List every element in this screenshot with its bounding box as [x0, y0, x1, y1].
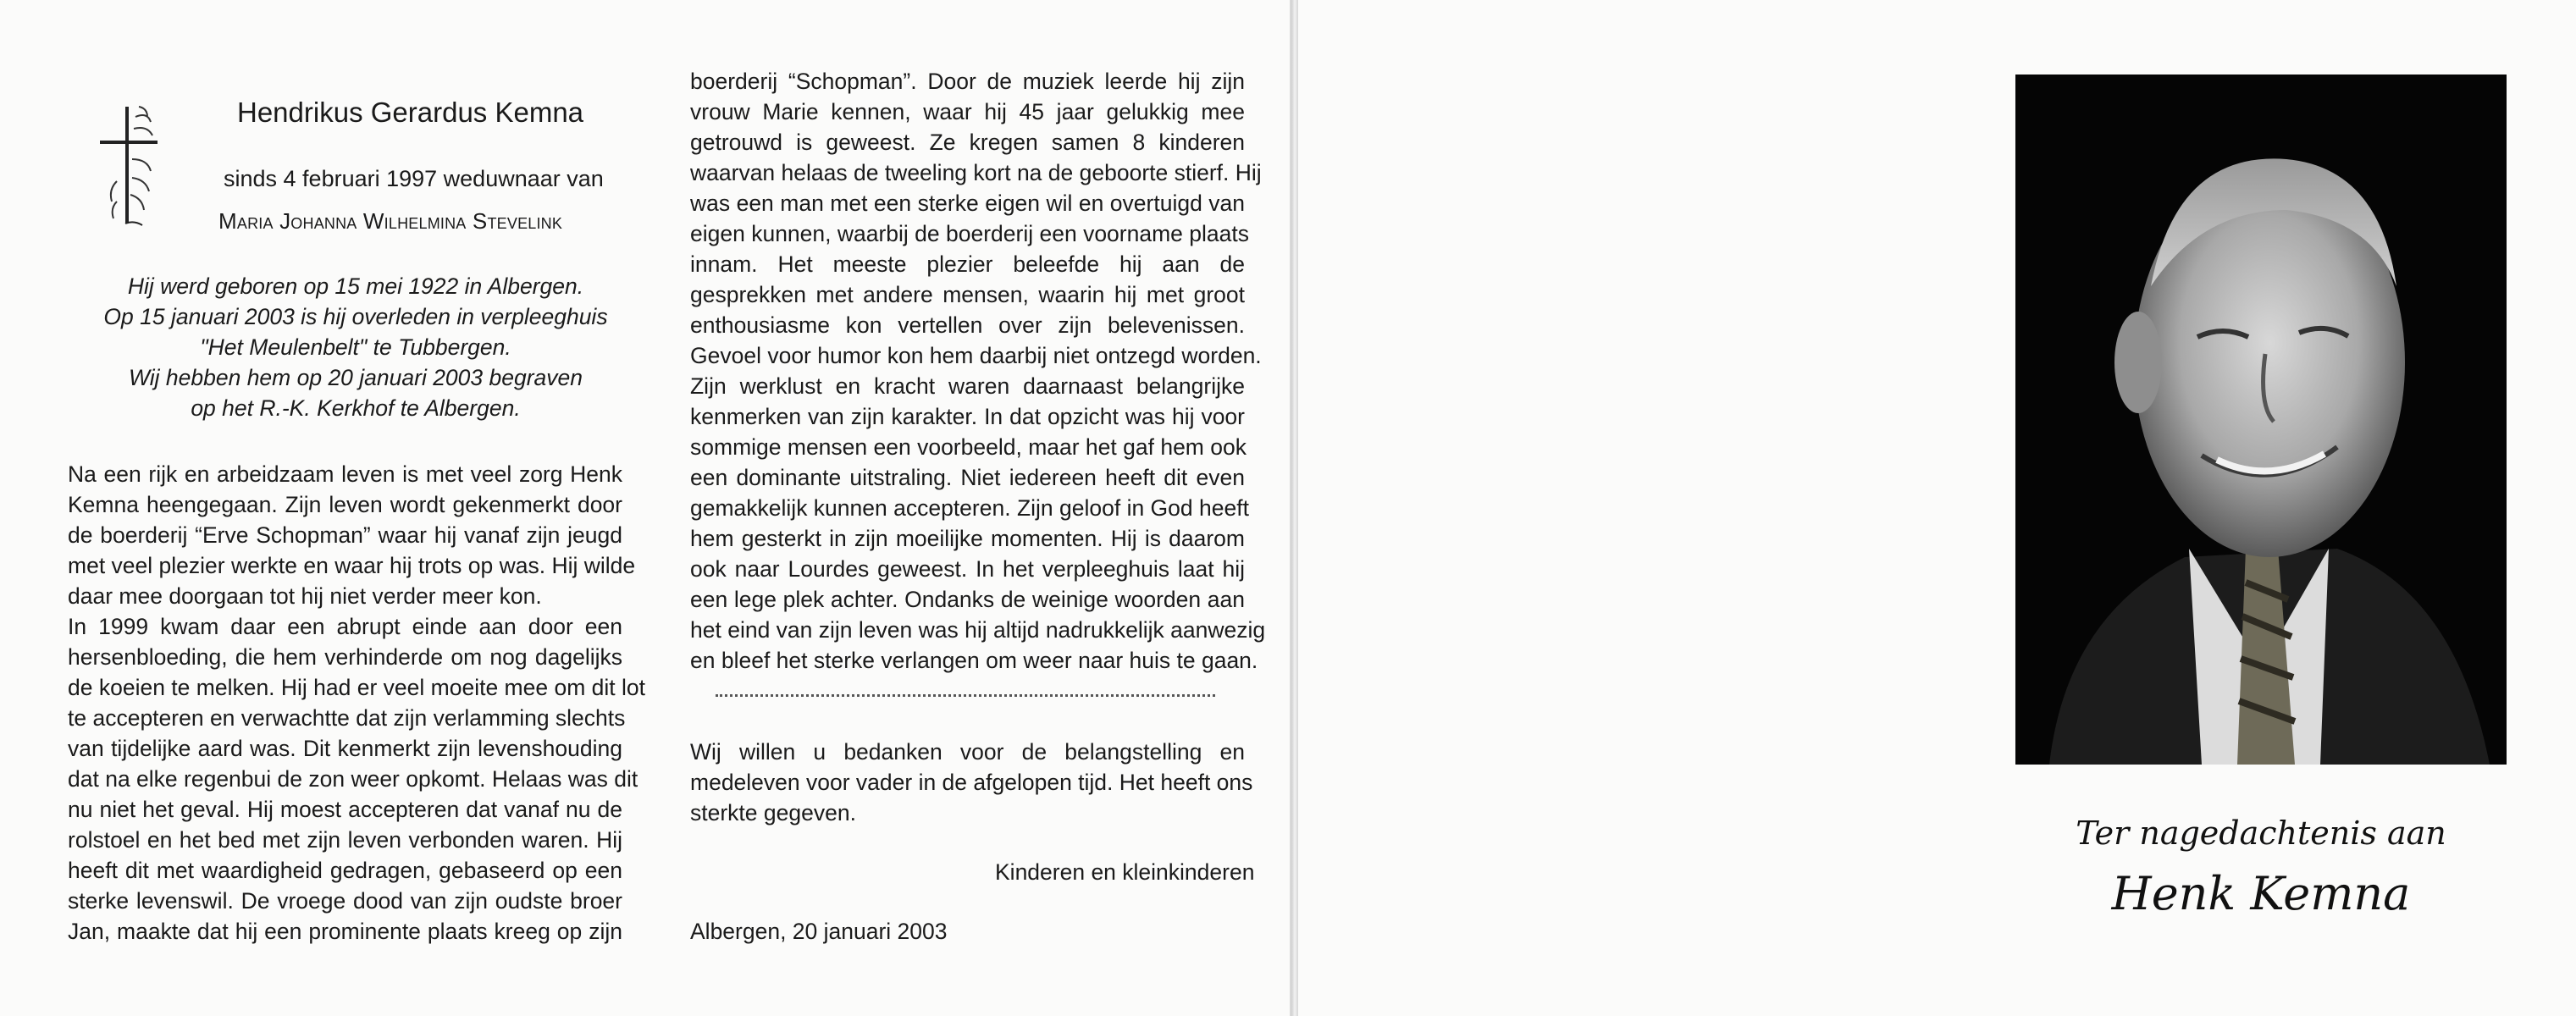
text-line: innam. Het meeste plezier beleefde hij aan de [690, 251, 1245, 277]
dotted-divider [716, 694, 1215, 697]
text-line: met veel plezier werkte en waar hij trots op was. Hij wilde [68, 553, 636, 578]
memorial-name: Henk Kemna [2111, 867, 2411, 920]
cross-icon [91, 100, 176, 227]
text-line: sterke levenswil. De vroege dood van zijn oudste broer [68, 888, 622, 914]
text-line: Gevoel voor humor kon hem daarbij niet ontzegd worden. [690, 343, 1262, 368]
text-line: Kemna heengegaan. Zijn leven wordt gekenmerkt door [68, 492, 622, 517]
cemetery-line: op het R.-K. Kerkhof te Albergen. [191, 395, 521, 421]
text-line: Zijn werklust en kracht waren daarnaast belangrijke [690, 373, 1245, 399]
text-line: was een man met een sterke eigen wil en overtuigd van [690, 190, 1245, 216]
text-line: hersenbloeding, die hem verhinderde om nog dagelijks [68, 644, 622, 670]
birth-line: Hij werd geboren op 15 mei 1922 in Albergen. [127, 273, 584, 299]
text-line: heeft dit met waardigheid gedragen, gebaseerd op een [68, 858, 622, 883]
text-line: gemakkelijk kunnen accepteren. Zijn geloof in God heeft [690, 495, 1249, 521]
text-line: rolstoel en het bed met zijn leven verbonden waren. Hij [68, 827, 622, 853]
portrait-illustration [2015, 75, 2507, 765]
card-fold [1291, 0, 1298, 1016]
widower-since-line: sinds 4 februari 1997 weduwnaar van [224, 166, 604, 191]
text-line: een dominante uitstraling. Niet iedereen heeft dit even [690, 465, 1245, 490]
text-line: het eind van zijn leven was hij altijd nadrukkelijk aanwezig [690, 617, 1266, 643]
text-line: Wij willen u bedanken voor de belangstelling en [690, 739, 1245, 765]
text-line: te accepteren en verwachtte dat zijn verlamming slechts [68, 705, 626, 731]
text-line: hem gesterkt in zijn moeilijke momenten. Hij is daarom [690, 526, 1245, 551]
place-and-date: Albergen, 20 januari 2003 [690, 919, 948, 944]
text-line: In 1999 kwam daar een abrupt einde aan door een [68, 614, 622, 639]
text-line: de koeien te melken. Hij had er veel moeite mee om dit lot [68, 675, 645, 700]
text-line: de boerderij “Erve Schopman” waar hij vanaf zijn jeugd [68, 522, 622, 548]
portrait-photo [2015, 75, 2507, 765]
text-line: gesprekken met andere mensen, waarin hij met groot [690, 282, 1245, 307]
burial-line: Wij hebben hem op 20 januari 2003 begraven [128, 365, 583, 390]
nursing-home-line: "Het Meulenbelt" te Tubbergen. [200, 334, 511, 360]
text-line: enthousiasme kon vertellen over zijn belevenissen. [690, 312, 1245, 338]
text-line: boerderij “Schopman”. Door de muziek leerde hij zijn [690, 69, 1245, 94]
text-line: een lege plek achter. Ondanks de weinige woorden aan [690, 587, 1245, 612]
signature: Kinderen en kleinkinderen [995, 859, 1255, 885]
text-line: sterkte gegeven. [690, 800, 856, 826]
text-line: kenmerken van zijn karakter. In dat opzicht was hij voor [690, 404, 1245, 429]
text-line: Jan, maakte dat hij een prominente plaats kreeg op zijn [68, 919, 622, 944]
text-line: eigen kunnen, waarbij de boerderij een voorname plaats [690, 221, 1249, 246]
text-line: Na een rijk en arbeidzaam leven is met veel zorg Henk [68, 461, 622, 487]
spouse-name: Maria Johanna Wilhelmina Stevelink [218, 208, 563, 234]
text-line: medeleven voor vader in de afgelopen tijd. Het heeft ons [690, 770, 1253, 795]
text-line: getrouwd is geweest. Ze kregen samen 8 kinderen [690, 130, 1245, 155]
text-line: van tijdelijke aard was. Dit kenmerkt zijn levenshouding [68, 736, 622, 761]
deceased-full-name: Hendrikus Gerardus Kemna [237, 97, 584, 128]
memorial-dedication: Ter nagedachtenis aan [2076, 814, 2446, 852]
text-line: nu niet het geval. Hij moest accepteren dat vanaf nu de [68, 797, 622, 822]
death-line: Op 15 januari 2003 is hij overleden in verpleeghuis [103, 304, 608, 329]
text-line: sommige mensen een voorbeeld, maar het gaf hem ook [690, 434, 1247, 460]
text-line: waarvan helaas de tweeling kort na de geboorte stierf. Hij [690, 160, 1262, 185]
card-right-page [1298, 0, 2576, 1016]
text-line: dat na elke regenbui de zon weer opkomt. Helaas was dit [68, 766, 638, 792]
text-line: ook naar Lourdes geweest. In het verpleeghuis laat hij [690, 556, 1245, 582]
text-line: vrouw Marie kennen, waar hij 45 jaar gelukkig mee [690, 99, 1245, 124]
text-line: daar mee doorgaan tot hij niet verder meer kon. [68, 583, 542, 609]
text-line: en bleef het sterke verlangen om weer naar huis te gaan. [690, 648, 1258, 673]
